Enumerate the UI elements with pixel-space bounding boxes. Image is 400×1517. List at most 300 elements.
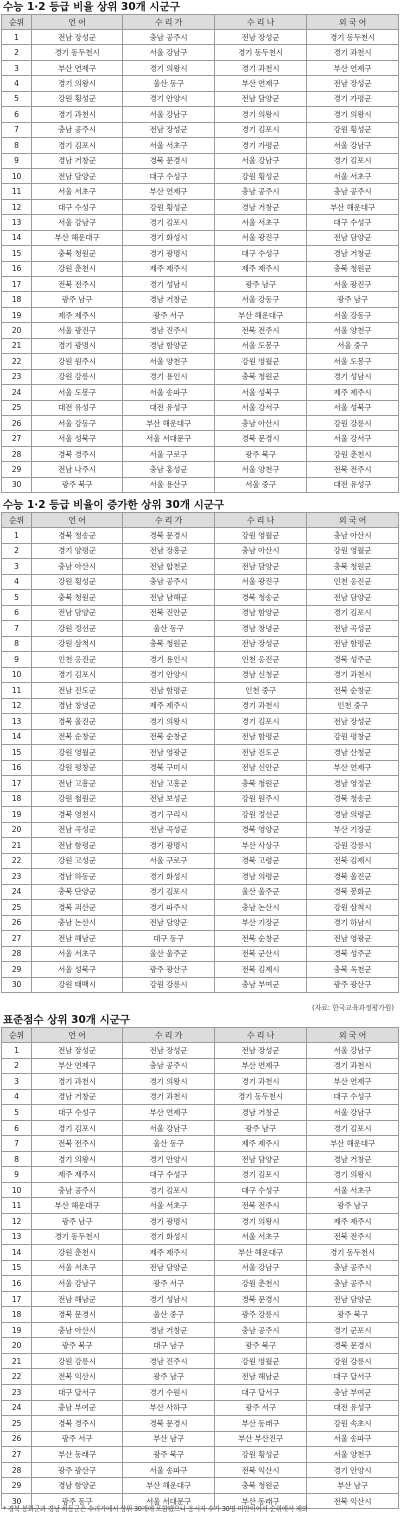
region-cell: 경남 진주시 <box>123 323 215 338</box>
region-cell: 부산 사상구 <box>215 838 307 854</box>
column-header: 언 어 <box>32 1028 123 1043</box>
table-row <box>2 1478 399 1494</box>
standard-score-section <box>0 1014 400 1509</box>
region-cell: 전북 순창군 <box>215 931 307 947</box>
region-cell: 전남 장성군 <box>307 714 399 730</box>
region-cell: 서울 구로구 <box>123 853 215 869</box>
region-cell: 광주 남구 <box>307 1198 399 1214</box>
region-cell: 부산 해운대구 <box>32 1198 123 1214</box>
rank-cell: 23 <box>2 1385 32 1401</box>
region-cell: 충남 부여군 <box>307 1385 399 1401</box>
region-cell: 충남 공주시 <box>215 184 307 199</box>
region-cell: 경기 의왕시 <box>123 1074 215 1090</box>
region-cell: 경남 의령군 <box>215 869 307 885</box>
region-cell: 경기 과천시 <box>307 1058 399 1074</box>
rank-cell: 23 <box>2 369 32 384</box>
region-cell: 경북 영천시 <box>32 807 123 823</box>
region-cell: 경북 봉화군 <box>307 884 399 900</box>
table-row <box>2 76 399 91</box>
region-cell: 서울 성북구 <box>32 431 123 446</box>
rank-cell: 12 <box>2 1214 32 1230</box>
region-cell: 경기 동두천시 <box>215 1089 307 1105</box>
region-cell: 경기 화성시 <box>123 1229 215 1245</box>
region-cell: 전남 장성군 <box>215 1043 307 1059</box>
rank-cell: 13 <box>2 215 32 230</box>
table-row <box>2 1291 399 1307</box>
region-cell: 충남 아산시 <box>215 543 307 559</box>
region-cell: 서울 강동구 <box>215 292 307 307</box>
region-cell: 부산 남구 <box>307 1478 399 1494</box>
region-cell: 서울 강남구 <box>215 1260 307 1276</box>
table-row <box>2 292 399 307</box>
table-row <box>2 1229 399 1245</box>
table-row <box>2 667 399 683</box>
region-cell: 서울 양천구 <box>307 1447 399 1463</box>
rank-cell: 26 <box>2 415 32 430</box>
rank-cell: 2 <box>2 1058 32 1074</box>
region-cell: 부산 연제구 <box>307 760 399 776</box>
region-cell: 부산 연제구 <box>123 184 215 199</box>
rank-cell: 17 <box>2 277 32 292</box>
region-cell: 서울 강남구 <box>123 107 215 122</box>
region-cell: 경기 성남시 <box>307 369 399 384</box>
region-cell: 경북 문경시 <box>123 153 215 168</box>
rank-cell: 7 <box>2 621 32 637</box>
region-cell: 부산 기장군 <box>215 915 307 931</box>
region-cell: 울산 동구 <box>123 1136 215 1152</box>
table-row <box>2 1151 399 1167</box>
region-cell: 충북 단양군 <box>32 884 123 900</box>
region-cell: 강원 강릉시 <box>307 415 399 430</box>
region-cell: 부산 해운대구 <box>307 199 399 214</box>
region-cell: 강원 삼척시 <box>307 900 399 916</box>
rank-cell: 19 <box>2 307 32 322</box>
column-header: 순위 <box>2 1028 32 1043</box>
region-cell: 강원 평창군 <box>307 729 399 745</box>
region-cell: 대구 수성구 <box>123 168 215 183</box>
region-cell: 서울 강서구 <box>215 400 307 415</box>
region-cell: 전남 곡성군 <box>307 621 399 637</box>
table-row <box>2 636 399 652</box>
region-cell: 경기 과천시 <box>123 1089 215 1105</box>
column-header: 언 어 <box>32 513 123 528</box>
region-cell: 경기 안양시 <box>123 1151 215 1167</box>
region-cell: 경기 의왕시 <box>215 107 307 122</box>
rank-cell: 10 <box>2 667 32 683</box>
region-cell: 경기 용인시 <box>123 652 215 668</box>
rank-cell: 1 <box>2 1043 32 1059</box>
region-cell: 부산 기장군 <box>307 822 399 838</box>
rank-cell: 3 <box>2 1074 32 1090</box>
table-row <box>2 714 399 730</box>
region-cell: 강원 횡성군 <box>215 168 307 183</box>
region-cell: 충남 공주시 <box>123 30 215 45</box>
region-cell: 대구 수성구 <box>307 215 399 230</box>
region-cell: 강원 춘천시 <box>215 1276 307 1292</box>
region-cell: 광주 광산구 <box>307 977 399 993</box>
rank-cell: 2 <box>2 543 32 559</box>
region-cell: 경남 거창군 <box>32 1089 123 1105</box>
region-cell: 전남 담양군 <box>32 605 123 621</box>
region-cell: 서울 강남구 <box>32 1276 123 1292</box>
region-cell: 경기 김포시 <box>307 605 399 621</box>
table-row <box>2 962 399 978</box>
region-cell: 전남 담양군 <box>215 91 307 106</box>
region-cell: 제주 제주시 <box>215 1136 307 1152</box>
region-cell: 강원 정선군 <box>32 621 123 637</box>
footnote: * 경북 봉화군과 경남 하동군은 수리가에서 상위 30개에 포함됐으나 응시자 수가 30명 미만이어서 순위에서 제외 <box>3 1505 308 1513</box>
rank-cell: 30 <box>2 477 32 492</box>
region-cell: 전남 영광군 <box>123 745 215 761</box>
region-cell: 전남 해남군 <box>32 931 123 947</box>
table-row <box>2 415 399 430</box>
region-cell: 경기 김포시 <box>307 153 399 168</box>
region-cell: 인천 옹진군 <box>215 652 307 668</box>
region-cell: 경기 과천시 <box>215 60 307 75</box>
region-cell: 강원 영월군 <box>32 745 123 761</box>
region-cell: 전남 해남군 <box>32 1291 123 1307</box>
region-cell: 경기 성남시 <box>123 277 215 292</box>
region-cell: 전북 순창군 <box>123 729 215 745</box>
region-cell: 제주 제주시 <box>215 261 307 276</box>
region-cell: 서울 송파구 <box>123 1462 215 1478</box>
rank-cell: 13 <box>2 1229 32 1245</box>
region-cell: 충북 옥천군 <box>307 962 399 978</box>
region-cell: 제주 제주시 <box>32 1167 123 1183</box>
region-cell: 경북 성주군 <box>307 652 399 668</box>
rank-cell: 25 <box>2 900 32 916</box>
region-cell: 전남 함평군 <box>215 729 307 745</box>
region-cell: 서울 송파구 <box>307 1431 399 1447</box>
region-cell: 강원 횡성군 <box>123 199 215 214</box>
region-cell: 강원 강릉시 <box>32 369 123 384</box>
table-row <box>2 760 399 776</box>
region-cell: 충남 공주시 <box>215 1322 307 1338</box>
region-cell: 경기 의왕시 <box>123 714 215 730</box>
region-cell: 경기 동두천시 <box>307 1245 399 1261</box>
rank-cell: 27 <box>2 431 32 446</box>
table-row <box>2 122 399 137</box>
region-cell: 서울 양천구 <box>215 462 307 477</box>
column-header: 순위 <box>2 513 32 528</box>
region-cell: 강원 횡성군 <box>215 1447 307 1463</box>
region-cell: 전북 전주시 <box>215 323 307 338</box>
region-cell: 서울 구로구 <box>123 446 215 461</box>
table-row <box>2 107 399 122</box>
table-row <box>2 385 399 400</box>
region-cell: 충북 청원군 <box>215 776 307 792</box>
region-cell: 전북 전주시 <box>32 1136 123 1152</box>
region-cell: 대구 동구 <box>123 931 215 947</box>
region-cell: 충남 부여군 <box>32 1400 123 1416</box>
region-cell: 광주 남구 <box>32 292 123 307</box>
region-cell: 경기 안양시 <box>307 1462 399 1478</box>
region-cell: 경북 문경시 <box>123 528 215 544</box>
region-cell: 강원 영월군 <box>215 1353 307 1369</box>
region-cell: 서울 도봉구 <box>32 385 123 400</box>
region-cell: 전북 익산시 <box>32 1369 123 1385</box>
region-cell: 서울 강서구 <box>307 431 399 446</box>
table-row <box>2 1400 399 1416</box>
region-cell: 경기 군포시 <box>307 1322 399 1338</box>
rank-cell: 21 <box>2 338 32 353</box>
region-cell: 전남 남해군 <box>123 590 215 606</box>
table-row <box>2 91 399 106</box>
rank-cell: 12 <box>2 698 32 714</box>
region-cell: 경기 용인시 <box>123 369 215 384</box>
rank-cell: 18 <box>2 791 32 807</box>
table-row <box>2 45 399 60</box>
region-cell: 충북 청원군 <box>32 590 123 606</box>
region-cell: 제주 제주시 <box>307 385 399 400</box>
region-cell: 부산 연제구 <box>123 1105 215 1121</box>
region-cell: 대구 수성구 <box>32 1105 123 1121</box>
region-cell: 서울 강동구 <box>32 415 123 430</box>
region-cell: 광주 서구 <box>32 1431 123 1447</box>
region-cell: 부산 남구 <box>123 1431 215 1447</box>
region-cell: 광주 동구 <box>32 1493 123 1509</box>
rank-cell: 27 <box>2 931 32 947</box>
rank-cell: 22 <box>2 354 32 369</box>
region-cell: 충남 공주시 <box>123 1058 215 1074</box>
region-cell: 대구 수성구 <box>123 1167 215 1183</box>
region-cell: 경기 동두천시 <box>32 1229 123 1245</box>
region-cell: 전남 함평군 <box>307 636 399 652</box>
region-cell: 대전 유성구 <box>307 1400 399 1416</box>
table-row <box>2 838 399 854</box>
region-cell: 경기 김포시 <box>215 122 307 137</box>
region-cell: 서울 서초구 <box>123 138 215 153</box>
rank-cell: 25 <box>2 400 32 415</box>
region-cell: 경기 동두천시 <box>307 30 399 45</box>
region-cell: 부산 연제구 <box>32 60 123 75</box>
region-cell: 광주 서구 <box>215 1400 307 1416</box>
region-cell: 서울 광진구 <box>32 323 123 338</box>
region-cell: 광주 광산구 <box>123 962 215 978</box>
table-row <box>2 1105 399 1121</box>
region-cell: 전남 신안군 <box>215 760 307 776</box>
region-cell: 강원 고성군 <box>32 853 123 869</box>
region-cell: 경남 거창군 <box>307 1151 399 1167</box>
table-row <box>2 30 399 45</box>
region-cell: 대구 수성구 <box>32 199 123 214</box>
rank-cell: 22 <box>2 853 32 869</box>
region-cell: 경기 김포시 <box>215 1167 307 1183</box>
region-cell: 충남 공주시 <box>307 1276 399 1292</box>
region-cell: 경남 하동군 <box>32 869 123 885</box>
rank-cell: 14 <box>2 230 32 245</box>
region-cell: 전남 곡성군 <box>32 822 123 838</box>
region-cell: 부산 해운대구 <box>215 1245 307 1261</box>
region-cell: 광주 남구 <box>307 292 399 307</box>
region-cell: 서울 서초구 <box>307 1182 399 1198</box>
region-cell: 경기 수원시 <box>123 1385 215 1401</box>
region-cell: 충남 아산시 <box>307 528 399 544</box>
region-cell: 전남 담양군 <box>307 230 399 245</box>
rank-cell: 9 <box>2 1167 32 1183</box>
region-cell: 울산 동구 <box>123 76 215 91</box>
table-row <box>2 215 399 230</box>
rank-cell: 28 <box>2 946 32 962</box>
region-cell: 인천 중구 <box>307 698 399 714</box>
rank-cell: 16 <box>2 261 32 276</box>
region-cell: 광주 남구 <box>215 1120 307 1136</box>
header-row <box>2 513 399 528</box>
table-row <box>2 621 399 637</box>
region-cell: 광주 남구 <box>32 1214 123 1230</box>
region-cell: 경기 김포시 <box>307 1120 399 1136</box>
table-row <box>2 1245 399 1261</box>
rank-cell: 20 <box>2 323 32 338</box>
region-cell: 전남 진도군 <box>215 745 307 761</box>
region-cell: 충북 청원군 <box>215 369 307 384</box>
region-cell: 전남 장성군 <box>123 122 215 137</box>
rank-cell: 17 <box>2 776 32 792</box>
table-row <box>2 1198 399 1214</box>
rank-cell: 18 <box>2 292 32 307</box>
region-cell: 강원 영월군 <box>215 354 307 369</box>
region-cell: 부산 해운대구 <box>123 415 215 430</box>
table-row <box>2 246 399 261</box>
table-row <box>2 1136 399 1152</box>
region-cell: 경남 거창군 <box>215 1105 307 1121</box>
table-row <box>2 977 399 993</box>
region-cell: 경기 과천시 <box>32 107 123 122</box>
region-cell: 대전 유성구 <box>307 477 399 492</box>
table-row <box>2 1167 399 1183</box>
section-title: 수능 1·2 등급 비율이 증가한 상위 30개 시군구 <box>3 499 225 511</box>
region-cell: 충북 청원군 <box>32 246 123 261</box>
region-cell: 강원 춘천시 <box>307 446 399 461</box>
region-cell: 경기 성남시 <box>123 1291 215 1307</box>
region-cell: 전북 전주시 <box>215 1198 307 1214</box>
region-cell: 경북 청송군 <box>307 791 399 807</box>
region-cell: 서울 성북구 <box>32 962 123 978</box>
table-row <box>2 559 399 575</box>
region-cell: 전북 김제시 <box>215 962 307 978</box>
region-cell: 충남 공주시 <box>123 574 215 590</box>
region-cell: 경남 함양군 <box>215 605 307 621</box>
region-cell: 서울 강남구 <box>123 1120 215 1136</box>
table-row <box>2 1338 399 1354</box>
rank-cell: 17 <box>2 1291 32 1307</box>
region-cell: 전남 담양군 <box>123 1260 215 1276</box>
table-row <box>2 1353 399 1369</box>
region-cell: 전남 합천군 <box>123 559 215 575</box>
rank-cell: 15 <box>2 246 32 261</box>
rank-cell: 26 <box>2 915 32 931</box>
region-cell: 서울 강동구 <box>307 307 399 322</box>
region-cell: 서울 서초구 <box>215 1229 307 1245</box>
region-cell: 인천 중구 <box>215 683 307 699</box>
rank-cell: 16 <box>2 1276 32 1292</box>
table-row <box>2 1385 399 1401</box>
rank-cell: 9 <box>2 652 32 668</box>
region-cell: 부산 동래구 <box>32 1447 123 1463</box>
region-cell: 서울 성북구 <box>307 400 399 415</box>
region-cell: 서울 도봉구 <box>215 338 307 353</box>
region-cell: 충남 아산시 <box>32 1322 123 1338</box>
region-cell: 경남 거창군 <box>123 1322 215 1338</box>
column-header: 수 리 가 <box>123 1028 215 1043</box>
table-row <box>2 138 399 153</box>
rank-cell: 4 <box>2 76 32 91</box>
table-row <box>2 431 399 446</box>
rank-cell: 24 <box>2 1400 32 1416</box>
region-cell: 부산 부산진구 <box>215 1431 307 1447</box>
region-cell: 전남 영광군 <box>307 931 399 947</box>
region-cell: 제주 제주시 <box>123 261 215 276</box>
region-cell: 강원 영월군 <box>215 528 307 544</box>
rank-cell: 2 <box>2 45 32 60</box>
rank-cell: 5 <box>2 91 32 106</box>
rank-cell: 9 <box>2 153 32 168</box>
table-row <box>2 698 399 714</box>
rank-cell: 10 <box>2 1182 32 1198</box>
region-cell: 경북 문경시 <box>32 1307 123 1323</box>
region-cell: 서울 강남구 <box>215 153 307 168</box>
table-row <box>2 369 399 384</box>
region-cell: 전남 진도군 <box>32 683 123 699</box>
region-cell: 서울 양천구 <box>123 354 215 369</box>
rank-cell: 8 <box>2 138 32 153</box>
region-cell: 서울 성북구 <box>215 385 307 400</box>
region-cell: 전남 장성군 <box>123 1043 215 1059</box>
table-row <box>2 354 399 369</box>
region-cell: 경북 성주군 <box>307 946 399 962</box>
region-cell: 전남 담양군 <box>123 915 215 931</box>
rank-cell: 7 <box>2 1136 32 1152</box>
region-cell: 강원 강릉시 <box>307 838 399 854</box>
table-row <box>2 400 399 415</box>
increase-table <box>1 512 399 993</box>
region-cell: 광주 서구 <box>123 1276 215 1292</box>
rank-cell: 11 <box>2 683 32 699</box>
region-cell: 경기 과천시 <box>307 45 399 60</box>
region-cell: 울산 울주군 <box>123 946 215 962</box>
region-cell: 광주 북구 <box>123 1447 215 1463</box>
region-cell: 서울 서초구 <box>32 184 123 199</box>
rank-cell: 26 <box>2 1431 32 1447</box>
region-cell: 경북 영양군 <box>215 822 307 838</box>
region-cell: 충남 논산시 <box>215 900 307 916</box>
region-cell: 부산 해운대구 <box>123 1478 215 1494</box>
region-cell: 전남 담양군 <box>307 1291 399 1307</box>
region-cell: 경기 광명시 <box>123 246 215 261</box>
region-cell: 대구 수성구 <box>215 1182 307 1198</box>
region-cell: 전남 함평군 <box>123 683 215 699</box>
region-cell: 서울 서대문구 <box>123 431 215 446</box>
rank-cell: 28 <box>2 1462 32 1478</box>
region-cell: 강원 횡성군 <box>32 574 123 590</box>
region-cell: 서울 서초구 <box>32 1260 123 1276</box>
region-cell: 경남 창녕군 <box>32 698 123 714</box>
region-cell: 강원 원주시 <box>215 791 307 807</box>
region-cell: 제주 제주시 <box>123 698 215 714</box>
region-cell: 광주 강릉시 <box>215 1307 307 1323</box>
region-cell: 경기 김포시 <box>32 138 123 153</box>
region-cell: 전남 장성군 <box>32 1043 123 1059</box>
table-row <box>2 1089 399 1105</box>
region-cell: 전남 보성군 <box>123 791 215 807</box>
region-cell: 경기 화성시 <box>123 230 215 245</box>
region-cell: 전남 담양군 <box>215 1151 307 1167</box>
region-cell: 인천 옹진군 <box>307 574 399 590</box>
region-cell: 대구 남구 <box>123 1338 215 1354</box>
region-cell: 전남 곡성군 <box>123 822 215 838</box>
region-cell: 부산 연제구 <box>307 1074 399 1090</box>
rank-cell: 29 <box>2 962 32 978</box>
